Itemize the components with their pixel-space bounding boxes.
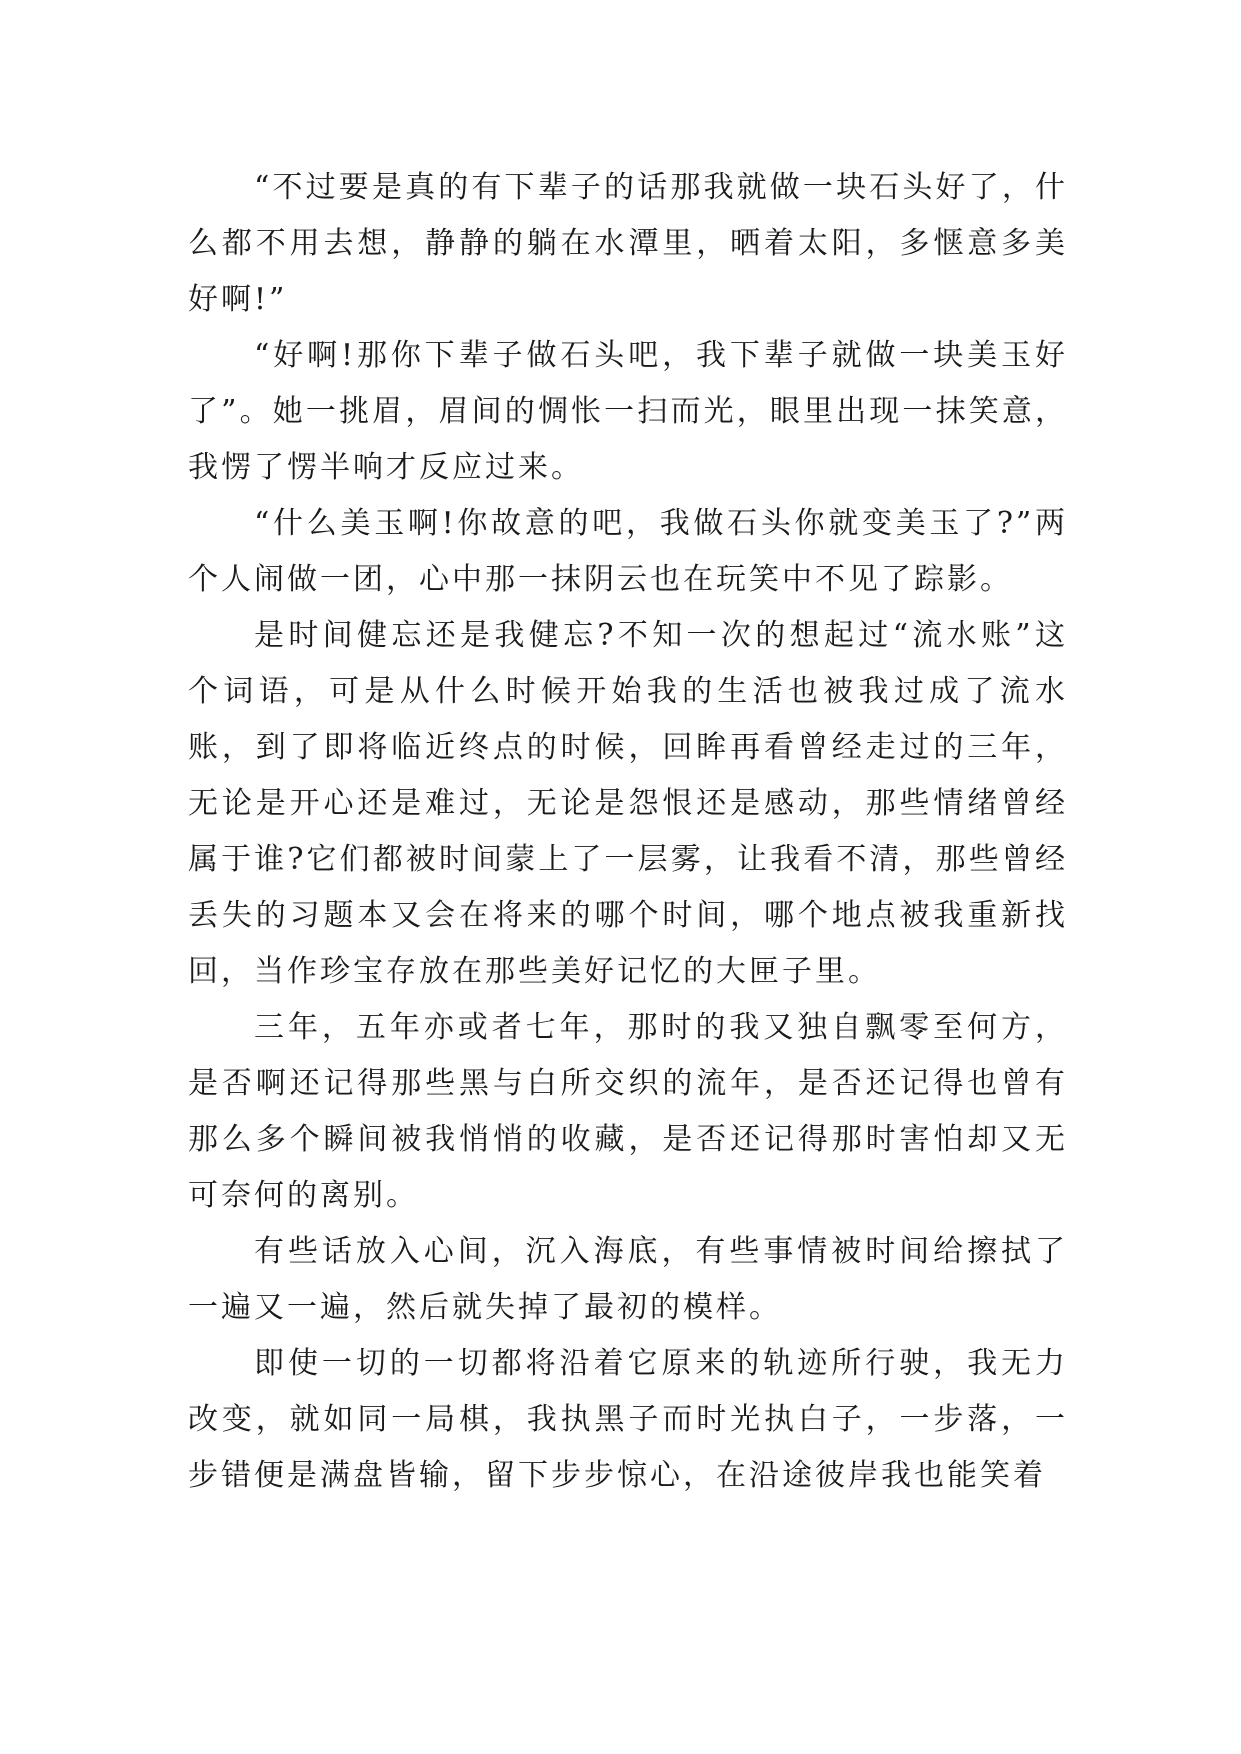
- paragraph: 三年，五年亦或者七年，那时的我又独自飘零至何方，是否啊还记得那些黑与白所交织的流年，是否还记得也曾有那么多个瞬间被我悄悄的收藏，是否还记得那时害怕却又无可奈何的离别。: [188, 1010, 1068, 1213]
- paragraph: 即使一切的一切都将沿着它原来的轨迹所行驶，我无力改变，就如同一局棋，我执黑子而时光执白子，一步落，一步错便是满盘皆输，留下步步惊心，在沿途彼岸我也能笑着: [188, 1346, 1068, 1493]
- document-body: [188, 160, 1068, 1504]
- paragraph: 有些话放入心间，沉入海底，有些事情被时间给擦拭了一遍又一遍，然后就失掉了最初的模样。: [188, 1234, 1068, 1325]
- paragraph: “不过要是真的有下辈子的话那我就做一块石头好了，什么都不用去想，静静的躺在水潭里，晒着太阳，多惬意多美好啊!”: [188, 170, 1068, 317]
- paragraph: “什么美玉啊!你故意的吧，我做石头你就变美玉了?”两个人闹做一团，心中那一抹阴云也在玩笑中不见了踪影。: [188, 506, 1068, 597]
- paragraph: 是时间健忘还是我健忘?不知一次的想起过“流水账”这个词语，可是从什么时候开始我的生活也被我过成了流水账，到了即将临近终点的时候，回眸再看曾经走过的三年，无论是开心还是难过，无论是怨恨还是感动，那些情绪曾经属于谁?它们都被时间蒙上了一层雾，让我看不清，那些曾经丢失的习题本又会在将来的哪个时间，哪个地点被我重新找回，当作珍宝存放在那些美好记忆的大匣子里。: [188, 618, 1068, 989]
- paragraph: “好啊!那你下辈子做石头吧，我下辈子就做一块美玉好了”。她一挑眉，眉间的惆怅一扫而光，眼里出现一抹笑意，我愣了愣半响才反应过来。: [188, 338, 1068, 485]
